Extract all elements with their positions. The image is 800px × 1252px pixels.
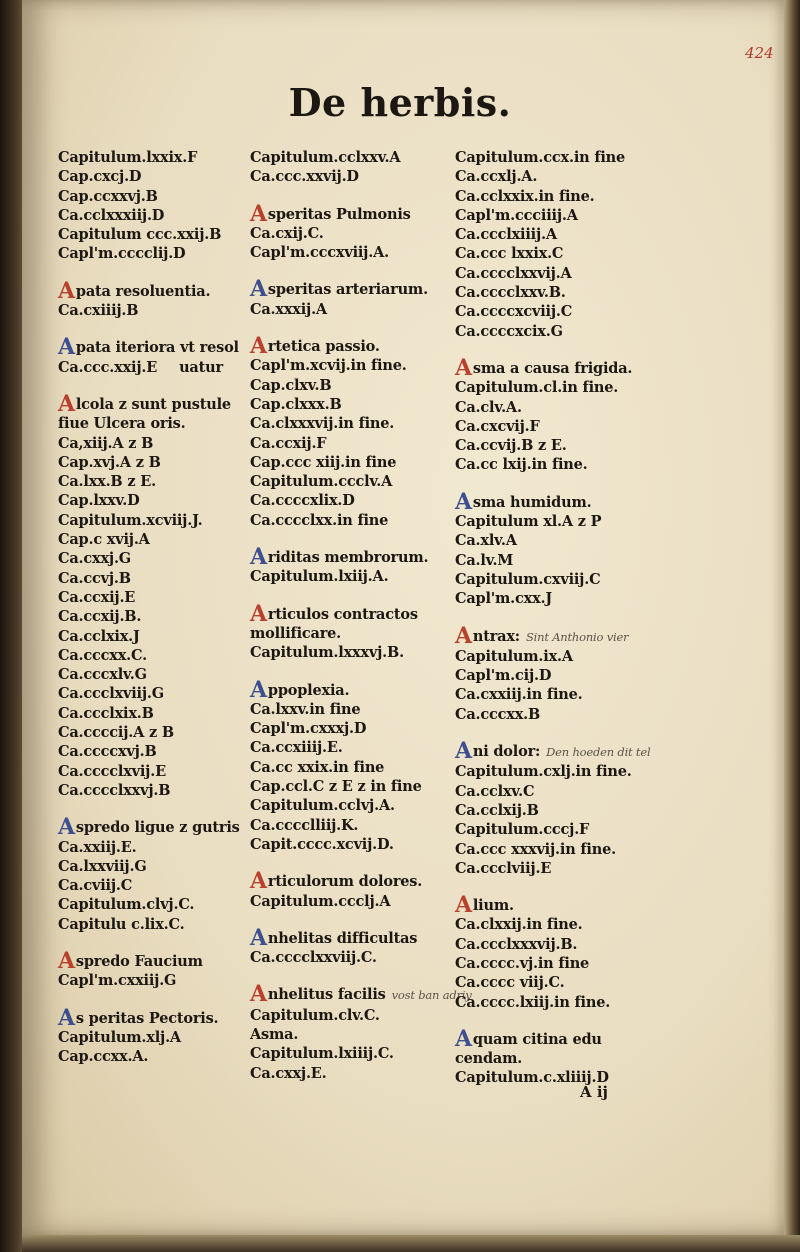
page-edge-bottom [22, 1235, 800, 1252]
rubricated-initial: A [455, 488, 472, 515]
index-entry [455, 354, 685, 475]
rubricated-initial: A [58, 277, 75, 304]
line-text: Ca.cccclxxvij.A [455, 264, 572, 282]
index-entry [455, 738, 685, 878]
entry-reference [250, 643, 480, 662]
entry-reference [250, 472, 480, 491]
entry-title [250, 981, 480, 1008]
entry-reference [455, 244, 685, 263]
rubricated-initial: A [58, 814, 75, 841]
line-text: Capit.cccc.xcvij.D. [250, 835, 394, 853]
entry-title [250, 544, 480, 571]
line-text: Capl'm.cij.D [455, 667, 552, 685]
line-text: Ca.ccxij.B. [58, 608, 142, 626]
line-text: Ca.clv.A. [455, 398, 522, 416]
line-text: Ca,xiij.A z B [58, 434, 154, 452]
line-text: Ca.cclxix.J [58, 627, 140, 645]
entry-title [250, 600, 480, 627]
index-entry [455, 148, 685, 341]
line-text: Ca.ccccxlix.D [250, 492, 355, 510]
entry-title [250, 200, 480, 227]
line-text: Ca.ccvij.B z E. [455, 437, 567, 455]
line-text: Ca.cccxx.B [455, 705, 541, 723]
runover-text: uatur [179, 358, 223, 376]
entry-reference [455, 1049, 685, 1068]
line-text: Capitulum.lxxix.F [58, 149, 198, 166]
line-text: Ca.cccxx.C. [58, 646, 147, 664]
entry-reference [455, 840, 685, 859]
handwritten-annotation: Sint Anthonio vier [525, 629, 629, 644]
line-text: Ca.ccc lxxix.C [455, 245, 564, 263]
entry-reference [455, 302, 685, 321]
line-text: Ca.ccclxix.B [58, 704, 154, 722]
entry-reference [455, 378, 685, 397]
line-text: lium. [472, 897, 514, 915]
line-text: Cap.lxxv.D [58, 492, 140, 510]
line-text: Ca.ccccxvj.B [58, 743, 157, 761]
line-text: Ca.xxxij.A [250, 300, 327, 318]
entry-reference [250, 892, 480, 919]
index-entry [250, 981, 480, 1082]
entry-reference [455, 993, 685, 1012]
line-text: cendam. [455, 1050, 523, 1068]
line-text: Cap.clxv.B [250, 376, 332, 394]
entry-reference [250, 453, 480, 472]
entry-reference [455, 531, 685, 550]
line-text: Capl'm.cccxviij.A. [250, 244, 389, 262]
line-text: Ca.ccccxcix.G [455, 322, 563, 340]
line-text: Capitulum.cxviij.C [455, 570, 601, 588]
entry-reference [455, 954, 685, 973]
entry-reference [250, 414, 480, 433]
rubricated-initial: A [455, 622, 472, 649]
line-text: ni dolor: [472, 743, 541, 761]
line-text: Capitulum.cclvj.A. [250, 797, 395, 815]
index-entry [455, 488, 685, 609]
line-text: Ca.ccccij.A z B [58, 724, 174, 742]
line-text: Ca.cxcvij.F [455, 417, 540, 435]
rubricated-initial: A [250, 200, 267, 227]
line-text: Ca.ccxiiij.E. [250, 739, 343, 757]
line-text: Capl'm.cxxiij.G [58, 972, 177, 990]
index-entry [250, 600, 480, 663]
line-text: Cap.c xvij.A [58, 531, 150, 549]
line-text: Ca.clxxxvij.in fine. [250, 415, 395, 433]
line-text: Ca.cxxiij.in fine. [455, 686, 583, 704]
line-text: ppoplexia. [267, 681, 350, 699]
line-text: Ca.ccxij.F [250, 434, 327, 452]
line-text: Capitulum.xlj.A [58, 1028, 181, 1046]
entry-reference [455, 859, 685, 878]
line-text: Ca.ccclxviij.G [58, 685, 164, 703]
line-text: pata resoluentia. [75, 282, 211, 300]
line-text: Ca.cccxlv.G [58, 666, 147, 684]
entry-reference [455, 1068, 685, 1087]
entry-reference [250, 719, 480, 738]
entry-reference [250, 700, 480, 719]
entry-title [250, 148, 480, 167]
line-text: sma humidum. [472, 493, 592, 511]
line-text: Capitulum.ix.A [455, 647, 573, 665]
index-entry [250, 924, 480, 968]
line-text: Capitulum.lxiiij.C. [250, 1045, 394, 1063]
line-text: Cap.clxxx.B [250, 395, 342, 413]
entry-reference [455, 973, 685, 992]
line-text: Ca.ccc.xxvij.D [250, 168, 359, 186]
line-text: speritas Pulmonis [267, 205, 411, 223]
entry-reference [455, 647, 685, 666]
entry-reference [250, 1006, 480, 1025]
entry-reference [455, 225, 685, 244]
line-text: rtetica passio. [267, 338, 380, 356]
line-text: Ca.cxiiij.B [58, 302, 139, 320]
line-text: Ca.lxxviij.G [58, 857, 147, 875]
index-entry [455, 622, 685, 724]
entry-reference [250, 796, 480, 815]
line-text: Asma. [250, 1025, 299, 1043]
entry-reference [455, 417, 685, 436]
entry-reference [455, 589, 685, 608]
line-text: Capitulum.cxlj.in fine. [455, 763, 632, 781]
entry-reference [455, 322, 685, 341]
rubricated-initial: A [250, 981, 267, 1008]
line-text: quam citina edu [472, 1030, 602, 1048]
entry-reference [455, 570, 685, 589]
rubricated-initial: A [58, 334, 75, 361]
index-entry [250, 200, 480, 263]
line-text: Ca.ccc.xxij.E [58, 358, 158, 376]
entry-reference [250, 511, 480, 530]
entry-reference [455, 782, 685, 801]
line-text: Capitulum.cl.in fine. [455, 379, 619, 397]
line-text: Cap.ccl.C z E z in fine [250, 778, 422, 796]
entry-title [250, 676, 480, 703]
entry-reference [455, 436, 685, 455]
line-text: Ca.cccclxxviij.C. [250, 949, 377, 967]
line-text: sma a causa frigida. [472, 359, 633, 377]
entry-title [455, 892, 685, 919]
line-text: Cap.xvj.A z B [58, 453, 161, 471]
line-text: spredo ligue z gutris [75, 819, 240, 837]
line-text: Ca.cc lxij.in fine. [455, 456, 588, 474]
index-entry [250, 868, 480, 919]
line-text: Capitulum.ccclv.A [250, 473, 393, 491]
entry-reference [250, 948, 480, 967]
rubricated-initial: A [250, 544, 267, 571]
rubricated-initial: A [250, 276, 267, 303]
line-text: Ca.ccclxxxvij.B. [455, 935, 578, 953]
entry-reference [250, 738, 480, 765]
rubricated-initial: A [250, 868, 267, 895]
entry-reference [455, 551, 685, 570]
entry-reference [250, 777, 480, 796]
entry-title [455, 622, 685, 649]
line-text: spredo Faucium [75, 952, 203, 970]
entry-reference [455, 762, 685, 781]
index-entry [250, 333, 480, 530]
line-text: mollificare. [250, 624, 342, 642]
line-text: Ca.cccclxxv.B. [455, 284, 566, 302]
line-text: Ca.lv.M [455, 551, 514, 569]
entry-reference [455, 801, 685, 820]
entry-title [250, 924, 480, 951]
entry-reference [455, 935, 685, 954]
page-edge-right [784, 0, 800, 1252]
line-text: Ca.ccclviij.E [455, 859, 552, 877]
index-column-3 [455, 148, 685, 1106]
line-text: Capitulum xl.A z P [455, 513, 602, 531]
line-text: Cap.ccc xiij.in fine [250, 453, 397, 471]
rubricated-initial: A [455, 738, 472, 765]
line-text: Capitulum.clvj.C. [58, 896, 195, 914]
rubricated-initial: A [250, 924, 267, 951]
entry-reference [250, 1064, 480, 1083]
rubricated-initial: A [58, 947, 75, 974]
entry-title [250, 276, 480, 303]
entry-reference [250, 395, 480, 414]
line-text: pata iteriora vt resol [75, 339, 239, 357]
page-heading: De herbis. [288, 80, 512, 125]
entry-reference [455, 167, 685, 186]
line-text: Ca.cclxij.B [455, 801, 539, 819]
entry-reference [250, 167, 480, 186]
line-text: Ca.xxiij.E. [58, 838, 137, 856]
entry-reference [455, 666, 685, 685]
line-text: s peritas Pectoris. [75, 1009, 219, 1027]
entry-reference [455, 512, 685, 531]
entry-reference [250, 243, 480, 262]
line-text: speritas arteriarum. [267, 281, 428, 299]
rubricated-initial: A [455, 1025, 472, 1052]
line-text: Capitulum.cccj.F [455, 821, 590, 839]
line-text: Ca.cxxj.E. [250, 1064, 327, 1082]
line-text: Cap.ccxx.A. [58, 1048, 149, 1066]
rubricated-initial: A [250, 600, 267, 627]
line-text: Capl'm.xcvij.in fine. [250, 357, 407, 375]
entry-reference [455, 206, 685, 225]
line-text: Capl'm.cxxxj.D [250, 720, 367, 738]
line-text: Ca.cc xxix.in fine [250, 758, 385, 776]
line-text: Ca.cxij.C. [250, 224, 324, 242]
entry-reference [455, 705, 685, 724]
entry-reference [250, 300, 480, 319]
entry-reference [250, 816, 480, 835]
entry-reference [455, 455, 685, 474]
line-text: Capitulum.clv.C. [250, 1006, 380, 1024]
line-text: nhelitas difficultas [267, 929, 418, 947]
line-text: Capitulum.c.xliiij.D [455, 1069, 609, 1087]
entry-title [455, 148, 685, 167]
line-text: Capitulum ccc.xxij.B [58, 226, 222, 244]
entry-reference [455, 264, 685, 283]
line-text: Ca.ccc xxxvij.in fine. [455, 840, 616, 858]
line-text: riditas membrorum. [267, 549, 429, 567]
entry-reference [455, 915, 685, 934]
line-text: Capl'm.ccciiij.A [455, 206, 578, 224]
entry-title [455, 738, 685, 765]
entry-reference [250, 488, 480, 515]
entry-reference [250, 835, 480, 854]
line-text: Ca.ccxlj.A. [455, 168, 538, 186]
line-text: Ca.cccclxvij.E [58, 762, 166, 780]
rubricated-initial: A [58, 1004, 75, 1031]
entry-title [250, 333, 480, 360]
line-text: Ca.cviij.C [58, 877, 133, 895]
line-text: Capitulum.lxxxvj.B. [250, 644, 404, 662]
entry-title [250, 868, 480, 895]
line-text: Capitulum.cclxxv.A [250, 149, 401, 166]
line-text: Ca.ccclxiiij.A [455, 226, 557, 244]
index-entry [455, 1025, 685, 1088]
entry-reference [250, 1025, 480, 1044]
entry-reference [250, 434, 480, 453]
entry-reference [250, 758, 480, 777]
line-text: Capitulum.ccx.in fine [455, 149, 626, 166]
line-text: Capitulu c.lix.C. [58, 915, 185, 933]
entry-reference [250, 622, 480, 649]
rubricated-initial: A [455, 892, 472, 919]
line-text: rticulos contractos [267, 605, 418, 623]
entry-reference [455, 398, 685, 417]
entry-reference [455, 685, 685, 704]
entry-reference [455, 283, 685, 302]
line-text: Ca.ccvj.B [58, 569, 131, 587]
line-text: Ca.cccc.lxiij.in fine. [455, 993, 611, 1011]
line-text: Ca.cclxv.C [455, 782, 535, 800]
line-text: Ca.cccc.vj.in fine [455, 954, 590, 972]
line-text: Ca.ccccxcviij.C [455, 303, 573, 321]
index-entry [455, 892, 685, 1012]
line-text: Capitulum.lxiij.A. [250, 568, 389, 586]
line-text: Ca.lxxv.in fine [250, 700, 361, 718]
line-text: Ca.cclxxix.in fine. [455, 187, 595, 205]
entry-reference [455, 187, 685, 206]
entry-reference [250, 354, 480, 381]
entry-title [455, 354, 685, 381]
line-text: Cap.ccxxvj.B [58, 187, 158, 205]
line-text: Capitulum.xcviij.J. [58, 511, 203, 529]
entry-reference [250, 567, 480, 586]
index-entry [250, 148, 480, 187]
line-text: Ca.cclxxxiij.D [58, 206, 165, 224]
index-entry [250, 676, 480, 855]
line-text: Ca.xlv.A [455, 532, 517, 550]
entry-reference [250, 224, 480, 243]
rubricated-initial: A [58, 390, 75, 417]
line-text: Capl'm.cccclij.D [58, 245, 186, 263]
line-text: Ca.cccclxx.in fine [250, 511, 389, 529]
line-text: Ca.cccc viij.C. [455, 974, 565, 992]
line-text: rticulorum dolores. [267, 873, 423, 891]
line-text: Cap.cxcj.D [58, 168, 142, 186]
entry-reference [250, 376, 480, 395]
index-entry [250, 544, 480, 587]
entry-reference [250, 1044, 480, 1063]
rubricated-initial: A [250, 676, 267, 703]
entry-title [455, 488, 685, 515]
handwritten-annotation: Den hoeden dit tel [546, 745, 651, 760]
line-text: ntrax: [472, 627, 520, 645]
handwritten-annotation: vost ban adriy [391, 988, 472, 1003]
line-text: Ca.cccclxxvj.B [58, 781, 171, 799]
folio-number: 424 [745, 44, 774, 62]
line-text: Ca.clxxij.in fine. [455, 916, 583, 934]
line-text: Capitulum.ccclj.A [250, 892, 391, 910]
line-text: Ca.ccxij.E [58, 588, 136, 606]
printer-signature: A ij [580, 1083, 608, 1101]
rubricated-initial: A [455, 354, 472, 381]
line-text: nhelitus facilis [267, 986, 386, 1004]
index-entry [250, 276, 480, 319]
entry-reference [455, 820, 685, 839]
line-text: Ca.cxxj.G [58, 550, 131, 568]
rubricated-initial: A [250, 333, 267, 360]
line-text: lcola z sunt pustule [75, 395, 231, 413]
index-column-2 [250, 148, 480, 1101]
line-text: fiue Ulcera oris. [58, 415, 186, 433]
line-text: Capl'm.cxx.J [455, 590, 553, 608]
line-text: Ca.lxx.B z E. [58, 473, 156, 491]
entry-title [455, 1025, 685, 1052]
line-text: Ca.cccclliij.K. [250, 816, 359, 834]
